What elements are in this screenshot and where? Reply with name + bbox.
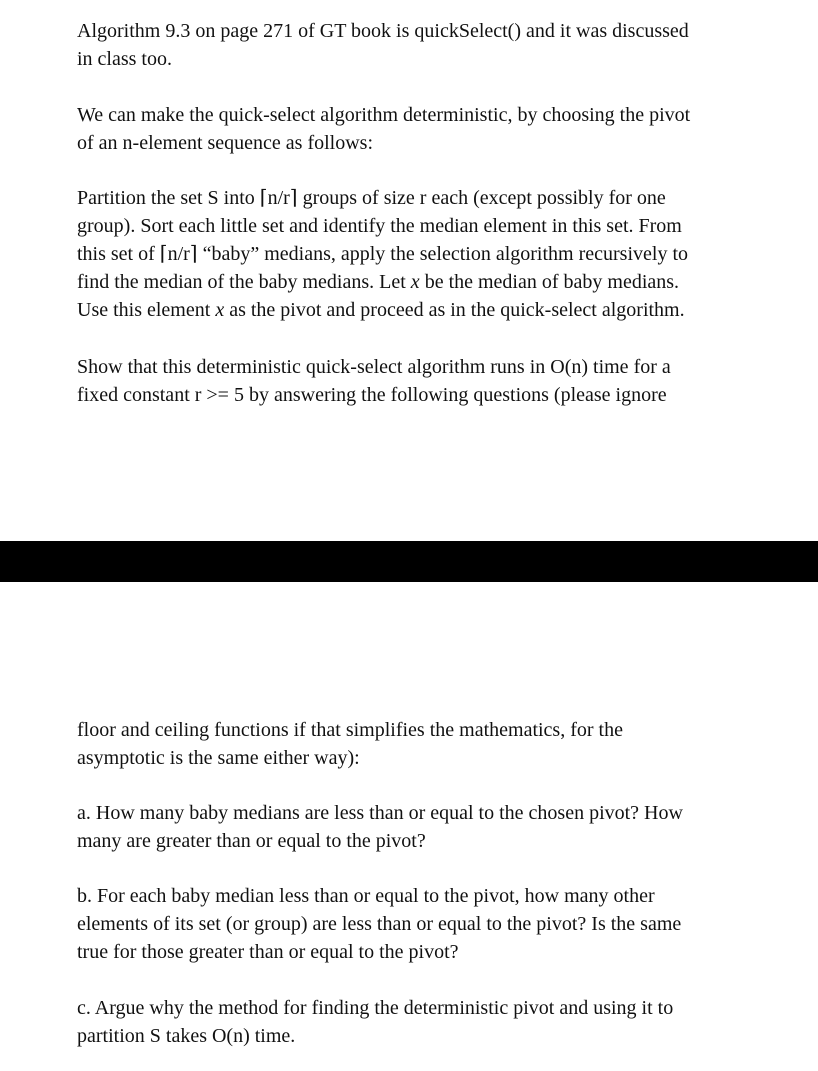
variable-x: x bbox=[410, 271, 420, 293]
bottom-page bbox=[0, 582, 818, 1071]
question-c: c. Argue why the method for finding the deterministic pivot and using it to partition S takes O(n) time. bbox=[77, 997, 674, 1047]
partition-line-2: group). Sort each little set and identify the median element in this set. From bbox=[77, 215, 682, 237]
variable-x: x bbox=[215, 299, 225, 321]
partition-line-5a: Use this element bbox=[77, 299, 216, 321]
partition-line-4b: be the median of baby medians. bbox=[419, 271, 680, 293]
partition-line-5b: as the pivot and proceed as in the quick-select algorithm. bbox=[224, 299, 685, 321]
partition-line-1: Partition the set S into ⌈n/r⌉ groups of size r each (except possibly for one bbox=[77, 187, 666, 209]
deterministic-pivot-paragraph: We can make the quick-select algorithm deterministic, by choosing the pivot of an n-element sequence as follows: bbox=[77, 104, 691, 154]
partition-line-4a: find the median of the baby medians. Let bbox=[77, 271, 411, 293]
intro-paragraph: Algorithm 9.3 on page 271 of GT book is quickSelect() and it was discussed in class too. bbox=[77, 20, 689, 70]
show-runtime-paragraph: Show that this deterministic quick-select algorithm runs in O(n) time for a fixed constant r >= 5 by answering the following questions (please ignore bbox=[77, 356, 671, 406]
page-break-bar bbox=[0, 541, 818, 582]
partition-paragraph bbox=[77, 184, 777, 324]
continuation-paragraph: floor and ceiling functions if that simplifies the mathematics, for the asymptotic is the same either way): bbox=[77, 719, 623, 769]
question-a: a. How many baby medians are less than or equal to the chosen pivot? How many are greater than or equal to the pivot? bbox=[77, 802, 683, 852]
question-b: b. For each baby median less than or equal to the pivot, how many other elements of its set (or group) are less than or equal to the pivot? Is the same true for those greater than or equal to the pivot? bbox=[77, 885, 682, 963]
partition-line-3: this set of ⌈n/r⌉ “baby” medians, apply the selection algorithm recursively to bbox=[77, 243, 688, 265]
